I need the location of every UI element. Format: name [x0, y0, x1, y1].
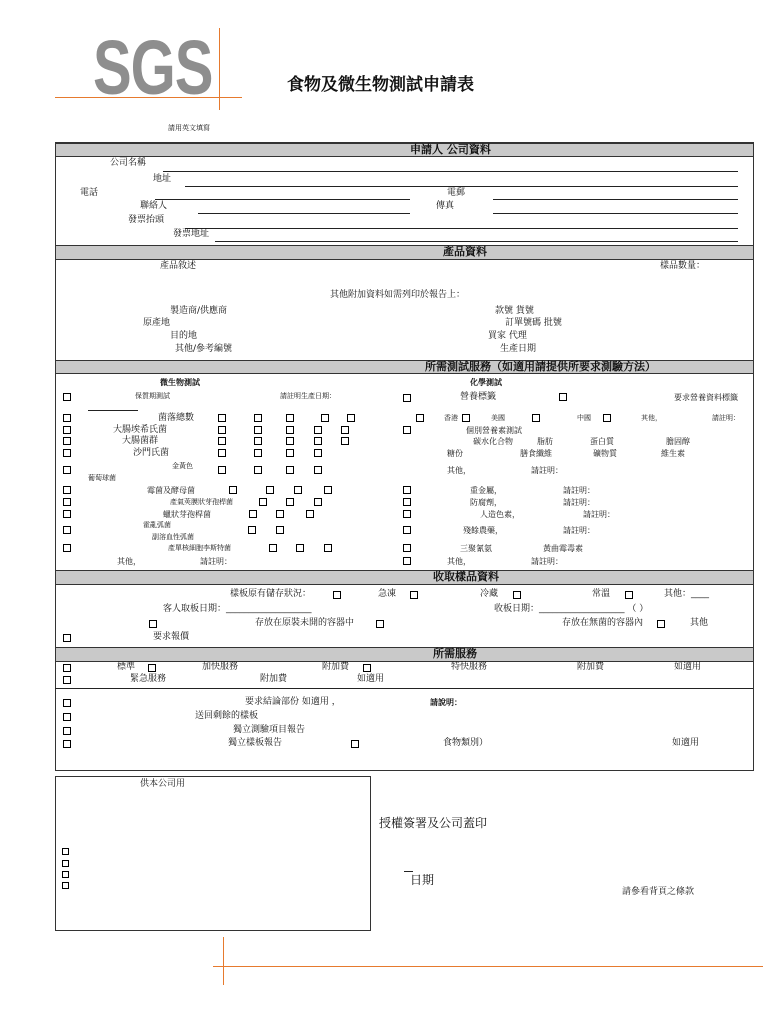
customer-pickup-label: 客人取板日期：___________________ [163, 604, 312, 614]
product-header-bar [56, 245, 753, 260]
region-label: 其他， [641, 414, 662, 422]
office-checkbox[interactable] [62, 882, 69, 889]
product-header: 產品資料 [443, 245, 487, 258]
micro-checkbox[interactable] [63, 437, 71, 445]
micro-title: 微生物測試 [160, 378, 200, 387]
other-ref-label: 其他/參考編號 [175, 344, 233, 354]
specify-label: 請註明： [563, 486, 595, 495]
chem-checkbox[interactable] [403, 544, 411, 552]
method-checkbox[interactable] [254, 426, 262, 434]
method-checkbox[interactable] [266, 486, 274, 494]
office-checkbox[interactable] [62, 848, 69, 855]
form-title: 食物及微生物測試申請表 [287, 75, 474, 95]
method-checkbox[interactable] [321, 414, 329, 422]
checkbox[interactable] [149, 620, 157, 628]
specify-label: 請註明： [712, 414, 740, 422]
separate-sample-report-label: 獨立樣板報告 [228, 738, 283, 748]
signature-label: 授權簽署及公司蓋印 [379, 816, 488, 830]
micro-item-label: 沙門氏菌 [133, 448, 170, 458]
footer-orange-horizontal-line [213, 966, 763, 967]
contact-field[interactable] [198, 213, 410, 214]
method-checkbox[interactable] [218, 414, 226, 422]
method-checkbox[interactable] [294, 486, 302, 494]
food-category-checkbox[interactable] [351, 740, 359, 748]
chem-checkbox[interactable] [403, 526, 411, 534]
surcharge-label: 附加費 [260, 674, 288, 684]
please-specify-label: 請說明： [430, 698, 462, 707]
specify-label: 請註明： [531, 466, 563, 475]
method-checkbox[interactable] [286, 437, 294, 445]
express-checkbox[interactable] [148, 664, 156, 672]
micro-checkbox[interactable] [63, 526, 71, 534]
micro-checkbox[interactable] [63, 449, 71, 457]
method-checkbox[interactable] [254, 449, 262, 457]
micro-item-label: 菌落總數 [158, 413, 195, 423]
micro-checkbox[interactable] [63, 486, 71, 494]
region-label: 中國 [577, 414, 591, 422]
method-checkbox[interactable] [286, 498, 294, 506]
nutrition-label-label: 營養標籤 [460, 392, 497, 402]
origin-label: 原產地 [143, 318, 171, 328]
nutrient-label: 膽固醇 [666, 437, 690, 446]
quotation-checkbox[interactable] [63, 634, 71, 642]
micro-item-label: 產氣莢膜狀芽孢桿菌 [170, 498, 233, 506]
method-checkbox[interactable] [259, 498, 267, 506]
quotation-label: 要求報價 [153, 632, 190, 642]
order-no-label: 訂單號碼 批號 [505, 318, 562, 328]
nutrition-request-label: 要求營養資料標籤 [674, 393, 738, 402]
shelf-life-checkbox[interactable] [63, 393, 71, 401]
logo-orange-vertical-line [219, 28, 220, 110]
chem-item-label: 殘餘農藥， [463, 526, 503, 535]
nutrient-label: 礦物質 [593, 449, 617, 458]
logo-orange-horizontal-line [55, 97, 242, 98]
date-label: 日期 [410, 873, 435, 887]
micro-item-label: 大腸埃希氏菌 [113, 425, 168, 435]
phone-field[interactable] [155, 199, 410, 200]
method-checkbox[interactable] [296, 544, 304, 552]
method-checkbox[interactable] [276, 526, 284, 534]
method-checkbox[interactable] [286, 426, 294, 434]
urgent-label: 緊急服務 [130, 674, 167, 684]
micro-checkbox[interactable] [63, 498, 71, 506]
footer-orange-vertical-line [223, 937, 224, 985]
micro-checkbox[interactable] [63, 466, 71, 474]
method-checkbox[interactable] [347, 414, 355, 422]
micro-item-label: 金黃色 [172, 462, 193, 470]
phone-label: 電話 [80, 188, 99, 198]
if-applicable-label: 如適用 [357, 674, 385, 684]
other-storage-label: 其他：____ [664, 589, 710, 599]
email-field[interactable] [493, 199, 738, 200]
method-checkbox[interactable] [229, 486, 237, 494]
services-divider [55, 688, 753, 689]
region-checkbox[interactable] [603, 414, 611, 422]
office-use-label: 供本公司用 [140, 779, 186, 789]
sterile-container-label: 存放在無菌的容器內 [562, 618, 644, 628]
chem-checkbox[interactable] [403, 486, 411, 494]
separate-test-report-label: 獨立測驗項目報告 [233, 725, 306, 735]
method-checkbox[interactable] [218, 449, 226, 457]
method-checkbox[interactable] [249, 510, 257, 518]
applicant-header-bar [56, 143, 753, 157]
nutrients-other-label: 其他， [447, 466, 471, 475]
micro-item-label: 蠟狀芽孢桿菌 [163, 510, 211, 519]
specify-label: 請註明： [563, 526, 595, 535]
method-checkbox[interactable] [314, 498, 322, 506]
storage-label: 樣板原有儲存狀況： [230, 589, 312, 599]
sgs-logo-text: SGS [93, 24, 213, 112]
chem-checkbox[interactable] [403, 498, 411, 506]
address-field[interactable] [185, 186, 738, 187]
nutrient-label: 碳水化合物 [473, 437, 513, 446]
office-checkbox[interactable] [62, 860, 69, 867]
date-field[interactable] [404, 871, 413, 872]
chem-other-label: 其他， [447, 557, 471, 566]
sample-header-bar [56, 570, 753, 585]
micro-item-label: 大腸菌群 [122, 436, 159, 446]
chem-item-label: 防腐劑， [470, 498, 502, 507]
region-label: 香港 [444, 414, 458, 422]
buyer-label: 買家 代理 [488, 331, 527, 341]
method-checkbox[interactable] [341, 437, 349, 445]
micro-checkbox[interactable] [63, 414, 71, 422]
original-container-label: 存放在原裝未開的容器中 [255, 618, 355, 628]
super-express-checkbox[interactable] [363, 664, 371, 672]
fax-label: 傳真 [436, 201, 455, 211]
services-header-bar [56, 647, 753, 662]
region-checkbox[interactable] [416, 414, 424, 422]
method-checkbox[interactable] [341, 426, 349, 434]
frozen-label: 急凍 [378, 589, 397, 599]
nutrient-label: 蛋白質 [590, 437, 614, 446]
separate-sample-report-checkbox[interactable] [63, 740, 71, 748]
method-checkbox[interactable] [314, 466, 322, 474]
specify-label: 請註明： [563, 498, 595, 507]
conclusion-checkbox[interactable] [63, 699, 71, 707]
method-checkbox[interactable] [286, 414, 294, 422]
nutrient-label: 維生素 [661, 449, 685, 458]
nutrient-label: 膳食纖維 [520, 449, 552, 458]
individual-nutrients-checkbox[interactable] [403, 426, 411, 434]
micro-checkbox[interactable] [63, 544, 71, 552]
surcharge-label: 附加費 [322, 662, 350, 672]
sample-header: 收取樣品資料 [433, 570, 499, 583]
product-description-label: 產品敘述 [160, 261, 197, 271]
english-note: 請用英文填寫 [168, 124, 210, 132]
shelf-life-label: 保質期測試 [135, 392, 170, 400]
terms-note: 請參看背頁之條款 [622, 887, 695, 897]
chem-checkbox[interactable] [403, 557, 411, 565]
standard-label: 標準 [117, 662, 136, 672]
nutrition-request-checkbox[interactable] [559, 393, 567, 401]
micro-item-label: 葡萄球菌 [88, 474, 116, 482]
urgent-checkbox[interactable] [63, 676, 71, 684]
method-checkbox[interactable] [248, 526, 256, 534]
micro-checkbox[interactable] [63, 510, 71, 518]
invoice-title-label: 發票抬頭 [128, 215, 165, 225]
method-checkbox[interactable] [324, 544, 332, 552]
return-samples-label: 送回剩餘的樣板 [195, 711, 259, 721]
region-label: 美國 [491, 414, 505, 422]
chem-item-label: 人造色素， [480, 510, 520, 519]
extra-info-label: 其他附加資料如需列印於報告上： [330, 290, 466, 300]
production-date-note: 請註明生產日期： [280, 392, 336, 400]
micro-item-label: 霉菌及酵母菌 [147, 486, 195, 495]
method-checkbox[interactable] [276, 510, 284, 518]
region-checkbox[interactable] [462, 414, 470, 422]
micro-item-label: 產單核細胞李斯特菌 [168, 544, 231, 552]
method-checkbox[interactable] [254, 466, 262, 474]
original-container-checkbox[interactable] [376, 620, 384, 628]
other-container-label: 其他 [690, 618, 709, 628]
specify-label: 請註明： [531, 557, 563, 566]
contact-label: 聯絡人 [140, 201, 168, 211]
micro-item-label: 霍亂弧菌 [143, 521, 171, 529]
services-header: 所需服務 [433, 647, 477, 660]
aflatoxin-label: 黃曲霉毒素 [543, 544, 583, 553]
storage-checkbox[interactable] [333, 591, 341, 599]
received-date-label: 收板日期：___________________ （ ） [494, 604, 649, 614]
surcharge-label: 附加費 [577, 662, 605, 672]
chem-title: 化學測試 [470, 378, 502, 387]
method-checkbox[interactable] [218, 426, 226, 434]
nutrition-label-checkbox[interactable] [403, 394, 411, 402]
specify-label: 請註明： [583, 510, 615, 519]
office-checkbox[interactable] [62, 871, 69, 878]
food-category-label: 食物類別） [443, 738, 489, 748]
fax-field[interactable] [493, 213, 738, 214]
chem-item-label: 重金屬， [470, 486, 502, 495]
method-checkbox[interactable] [324, 486, 332, 494]
office-use-box [55, 776, 371, 931]
chilled-checkbox[interactable] [513, 591, 521, 599]
method-checkbox[interactable] [269, 544, 277, 552]
nutrient-label: 糖份 [447, 449, 463, 458]
sample-quantity-label: 樣品數量： [660, 261, 706, 271]
company-name-field[interactable] [163, 171, 738, 172]
return-samples-checkbox[interactable] [63, 713, 71, 721]
chilled-label: 冷藏 [480, 589, 499, 599]
super-express-label: 特快服務 [451, 662, 488, 672]
specify-label: 請註明： [200, 557, 232, 566]
production-date-label: 生產日期 [500, 344, 537, 354]
melamine-label: 三聚氰氨 [460, 544, 492, 553]
method-checkbox[interactable] [314, 437, 322, 445]
method-checkbox[interactable] [314, 449, 322, 457]
ambient-checkbox[interactable] [625, 591, 633, 599]
method-checkbox[interactable] [306, 510, 314, 518]
express-label: 加快服務 [202, 662, 239, 672]
invoice-title-field[interactable] [185, 228, 738, 229]
standard-checkbox[interactable] [63, 664, 71, 672]
ambient-label: 常溫 [592, 589, 611, 599]
testing-header: 所需測試服務（如適用請提供所要求測驗方法） [425, 360, 656, 373]
manufacturer-label: 製造商/供應商 [170, 306, 228, 316]
method-checkbox[interactable] [314, 426, 322, 434]
if-applicable-label: 如適用 [672, 738, 700, 748]
company-name-label: 公司名稱 [110, 158, 147, 168]
method-checkbox[interactable] [254, 414, 262, 422]
invoice-address-label: 發票地址 [173, 229, 210, 239]
invoice-address-field[interactable] [215, 241, 738, 242]
email-label: 電郵 [447, 188, 466, 198]
method-checkbox[interactable] [286, 449, 294, 457]
shelf-life-field[interactable] [88, 410, 138, 411]
conclusion-label: 要求結論部份 如適用 ， [245, 697, 341, 707]
region-checkbox[interactable] [532, 414, 540, 422]
individual-nutrients-label: 個別營養素測試 [466, 426, 522, 435]
chem-checkbox[interactable] [403, 510, 411, 518]
address-label: 地址 [153, 174, 172, 184]
style-no-label: 款號 貨號 [495, 306, 534, 316]
micro-other-label: 其他， [117, 557, 141, 566]
method-checkbox[interactable] [218, 466, 226, 474]
micro-item-label: 副溶血性弧菌 [152, 533, 194, 541]
separate-test-report-checkbox[interactable] [63, 727, 71, 735]
frozen-checkbox[interactable] [410, 591, 418, 599]
micro-checkbox[interactable] [63, 426, 71, 434]
if-applicable-label: 如適用 [674, 662, 702, 672]
destination-label: 目的地 [170, 331, 198, 341]
nutrient-label: 脂肪 [537, 437, 553, 446]
applicant-header: 申請人 公司資料 [410, 143, 491, 156]
method-checkbox[interactable] [218, 437, 226, 445]
sterile-container-checkbox[interactable] [657, 620, 665, 628]
method-checkbox[interactable] [254, 437, 262, 445]
method-checkbox[interactable] [286, 466, 294, 474]
